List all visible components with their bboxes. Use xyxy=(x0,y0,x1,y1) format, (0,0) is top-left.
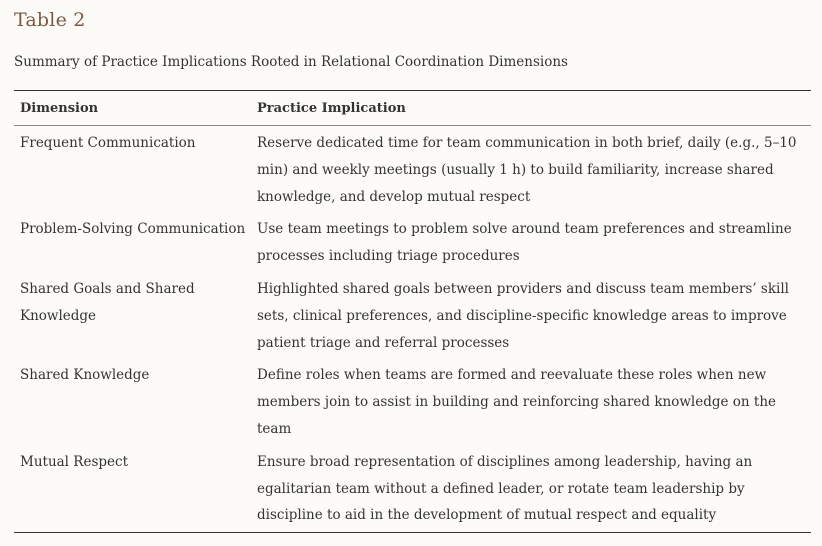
row-implication: Define roles when teams are formed and reevaluate these roles when new members join to assist in building and reinforcing shared knowledge on the team xyxy=(257,367,776,437)
header-dimension: Dimension xyxy=(20,100,99,116)
row-dimension: Shared Goals and Shared Knowledge xyxy=(20,280,195,324)
table-header-row xyxy=(14,91,811,126)
table-row xyxy=(14,126,811,210)
row-dimension: Problem-Solving Communication xyxy=(20,221,246,238)
row-implication: Reserve dedicated time for team communication in both brief, daily (e.g., 5–10 min) and weekly meetings (usually 1 h) to build familiarity, increase shared knowledge, and develop mutual respect xyxy=(257,135,797,205)
table-number: Table 2 xyxy=(14,9,86,31)
table-row xyxy=(14,356,811,442)
row-implication: Ensure broad representation of disciplines among leadership, having an egalitarian team without a defined leader, or rotate team leadership by discipline to aid in the development of mutual respect and equality xyxy=(257,453,753,524)
row-dimension: Shared Knowledge xyxy=(20,367,150,384)
row-dimension: Mutual Respect xyxy=(20,453,128,470)
practice-implications-table xyxy=(14,90,811,533)
table-row xyxy=(14,270,811,356)
table-row xyxy=(14,443,811,532)
table-row xyxy=(14,210,811,270)
row-dimension: Frequent Communication xyxy=(20,135,196,151)
row-implication: Use team meetings to problem solve around team preferences and streamline processes including triage procedures xyxy=(257,221,792,265)
header-practice-implication: Practice Implication xyxy=(257,100,406,116)
table-caption: Summary of Practice Implications Rooted in Relational Coordination Dimensions xyxy=(14,54,568,70)
row-implication: Highlighted shared goals between providers and discuss team members’ skill sets, clinical preferences, and discipline-specific knowledge areas to improve patient triage and referral processes xyxy=(257,280,789,351)
